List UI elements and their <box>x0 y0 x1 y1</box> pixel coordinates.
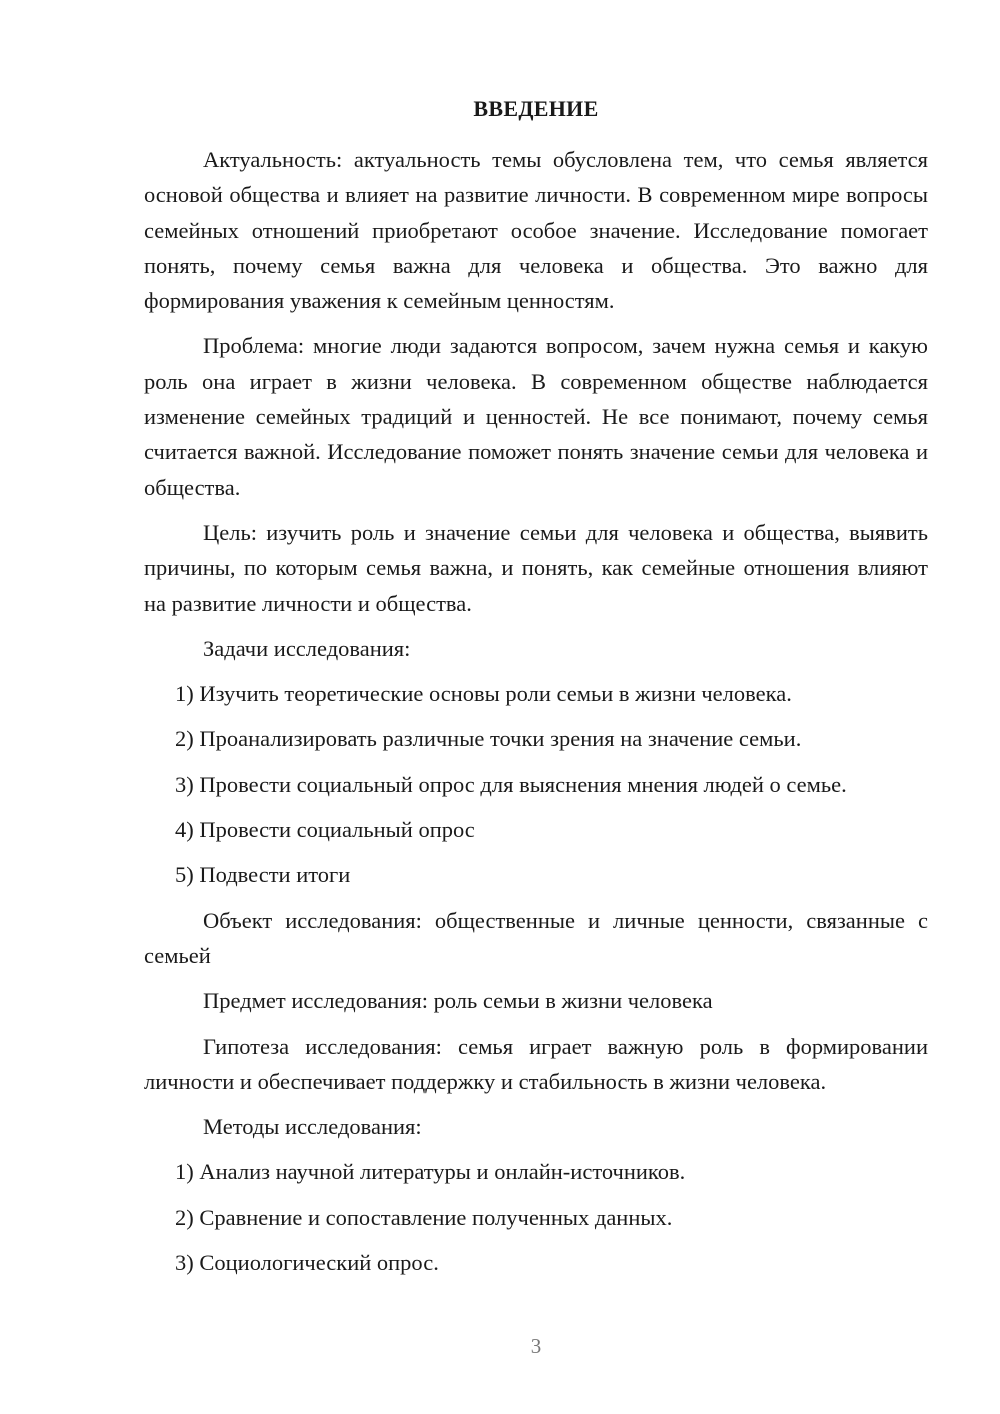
page-number: 3 <box>530 1334 542 1358</box>
methods-list <box>144 1154 928 1280</box>
goal-paragraph: Цель: изучить роль и значение семьи для человека и общества, выявить причины, по которым семья важна, и понять, как семейные отношения влияют на развитие личности и общества. <box>144 519 928 616</box>
page-title: ВВЕДЕНИЕ <box>473 96 599 121</box>
task-item: 4) Провести социальный опрос <box>175 817 475 843</box>
task-item: 2) Проанализировать различные точки зрения на значение семьи. <box>175 726 802 752</box>
tasks-list <box>144 676 928 892</box>
method-item: 2) Сравнение и сопоставление полученных данных. <box>175 1204 673 1230</box>
hypothesis-paragraph: Гипотеза исследования: семья играет важную роль в формировании личности и обеспечивает поддержку и стабильность в жизни человека. <box>144 1033 928 1094</box>
tasks-heading: Задачи исследования: <box>203 635 411 661</box>
task-item: 5) Подвести итоги <box>175 862 351 888</box>
relevance-paragraph: Актуальность: актуальность темы обусловлена тем, что семья является основой общества и влияет на развитие личности. В современном мире вопросы семейных отношений приобретают особое значение. Исследование помогает понять, почему семья важна для человека и общества. Это важно для формирования уважения к семейным ценностям. <box>144 147 928 314</box>
method-item: 1) Анализ научной литературы и онлайн-источников. <box>175 1159 686 1185</box>
document-body <box>144 142 928 1290</box>
method-item: 3) Социологический опрос. <box>175 1250 439 1276</box>
methods-heading: Методы исследования: <box>203 1114 422 1140</box>
task-item: 1) Изучить теоретические основы роли семьи в жизни человека. <box>175 681 792 707</box>
problem-paragraph: Проблема: многие люди задаются вопросом, зачем нужна семья и какую роль она играет в жизни человека. В современном обществе наблюдается изменение семейных традиций и ценностей. Не все понимают, почему семья считается важной. Исследование поможет понять значение семьи для человека и общества. <box>144 333 928 500</box>
object-paragraph: Объект исследования: общественные и личные ценности, связанные с семьей <box>144 907 928 968</box>
subject-paragraph: Предмет исследования: роль семьи в жизни человека <box>203 988 713 1014</box>
task-item: 3) Провести социальный опрос для выяснения мнения людей о семье. <box>175 771 847 797</box>
